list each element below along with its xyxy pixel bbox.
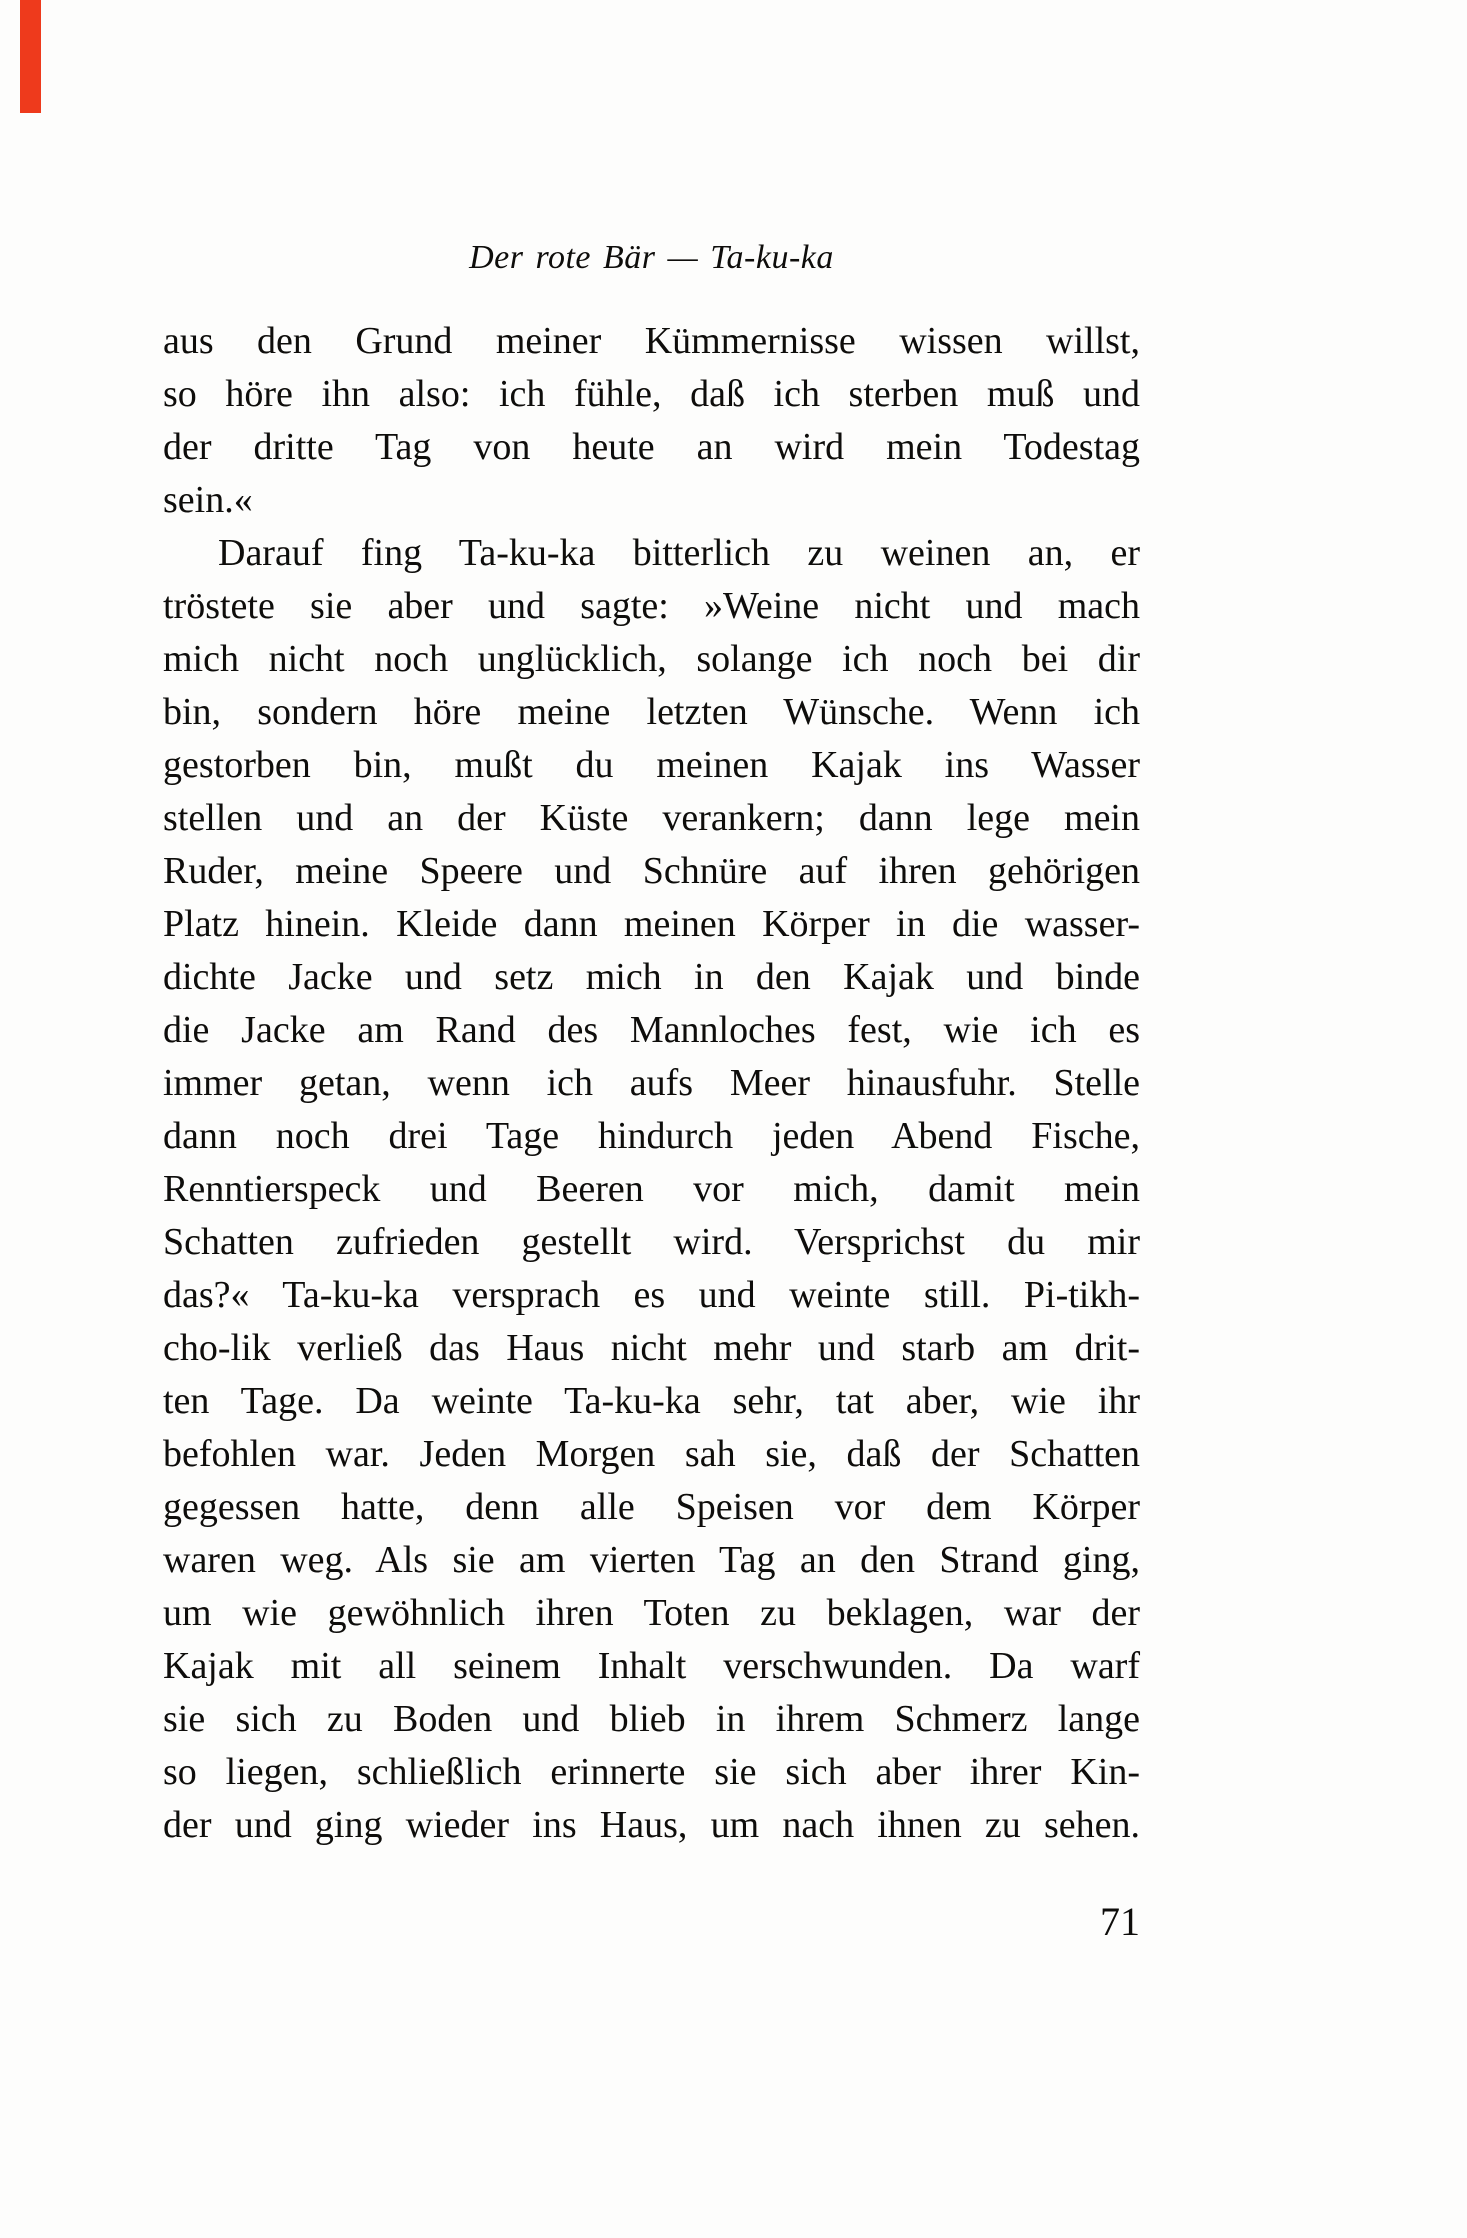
body-text — [163, 315, 1140, 1852]
text-line: gestorben bin, mußt du meinen Kajak ins Wasser — [163, 744, 1140, 786]
text-line: das?« Ta-ku-ka versprach es und weinte still. Pi-tikh- — [163, 1274, 1140, 1316]
text-line: bin, sondern höre meine letzten Wünsche. Wenn ich — [163, 691, 1140, 733]
text-line: tröstete sie aber und sagte: »Weine nicht und mach — [163, 585, 1140, 627]
text-line: befohlen war. Jeden Morgen sah sie, daß der Schatten — [163, 1433, 1140, 1475]
text-line: der und ging wieder ins Haus, um nach ihnen zu sehen. — [163, 1804, 1140, 1846]
page-number: 71 — [1100, 1899, 1140, 1944]
text-line: Schatten zufrieden gestellt wird. Versprichst du mir — [163, 1221, 1140, 1263]
text-line: waren weg. Als sie am vierten Tag an den Strand ging, — [163, 1539, 1140, 1581]
text-line: Ruder, meine Speere und Schnüre auf ihren gehörigen — [163, 850, 1140, 892]
text-line: gegessen hatte, denn alle Speisen vor dem Körper — [163, 1486, 1140, 1528]
text-line: stellen und an der Küste verankern; dann lege mein — [163, 797, 1140, 839]
text-line: immer getan, wenn ich aufs Meer hinausfuhr. Stelle — [163, 1062, 1140, 1104]
running-header: Der rote Bär — Ta-ku-ka — [469, 239, 834, 276]
text-line: so liegen, schließlich erinnerte sie sich aber ihrer Kin- — [163, 1751, 1140, 1793]
text-line: cho-lik verließ das Haus nicht mehr und starb am drit- — [163, 1327, 1140, 1369]
text-line: Renntierspeck und Beeren vor mich, damit mein — [163, 1168, 1140, 1210]
text-line: um wie gewöhnlich ihren Toten zu beklagen, war der — [163, 1592, 1140, 1634]
red-corner-mark — [20, 0, 41, 113]
text-line: der dritte Tag von heute an wird mein Todestag — [163, 426, 1140, 468]
text-line: ten Tage. Da weinte Ta-ku-ka sehr, tat aber, wie ihr — [163, 1380, 1140, 1422]
text-line: Kajak mit all seinem Inhalt verschwunden. Da warf — [163, 1645, 1140, 1687]
text-line paragraph-start: Darauf fing Ta-ku-ka bitterlich zu weinen an, er — [218, 532, 1140, 574]
text-line: mich nicht noch unglücklich, solange ich noch bei dir — [163, 638, 1140, 680]
text-line: dichte Jacke und setz mich in den Kajak und binde — [163, 956, 1140, 998]
text-line: sein.« — [163, 479, 253, 521]
text-line: so höre ihn also: ich fühle, daß ich sterben muß und — [163, 373, 1140, 415]
text-line: sie sich zu Boden und blieb in ihrem Schmerz lange — [163, 1698, 1140, 1740]
text-line: aus den Grund meiner Kümmernisse wissen willst, — [163, 320, 1140, 362]
text-line: Platz hinein. Kleide dann meinen Körper in die wasser- — [163, 903, 1140, 945]
text-line: die Jacke am Rand des Mannloches fest, wie ich es — [163, 1009, 1140, 1051]
text-line: dann noch drei Tage hindurch jeden Abend Fische, — [163, 1115, 1140, 1157]
